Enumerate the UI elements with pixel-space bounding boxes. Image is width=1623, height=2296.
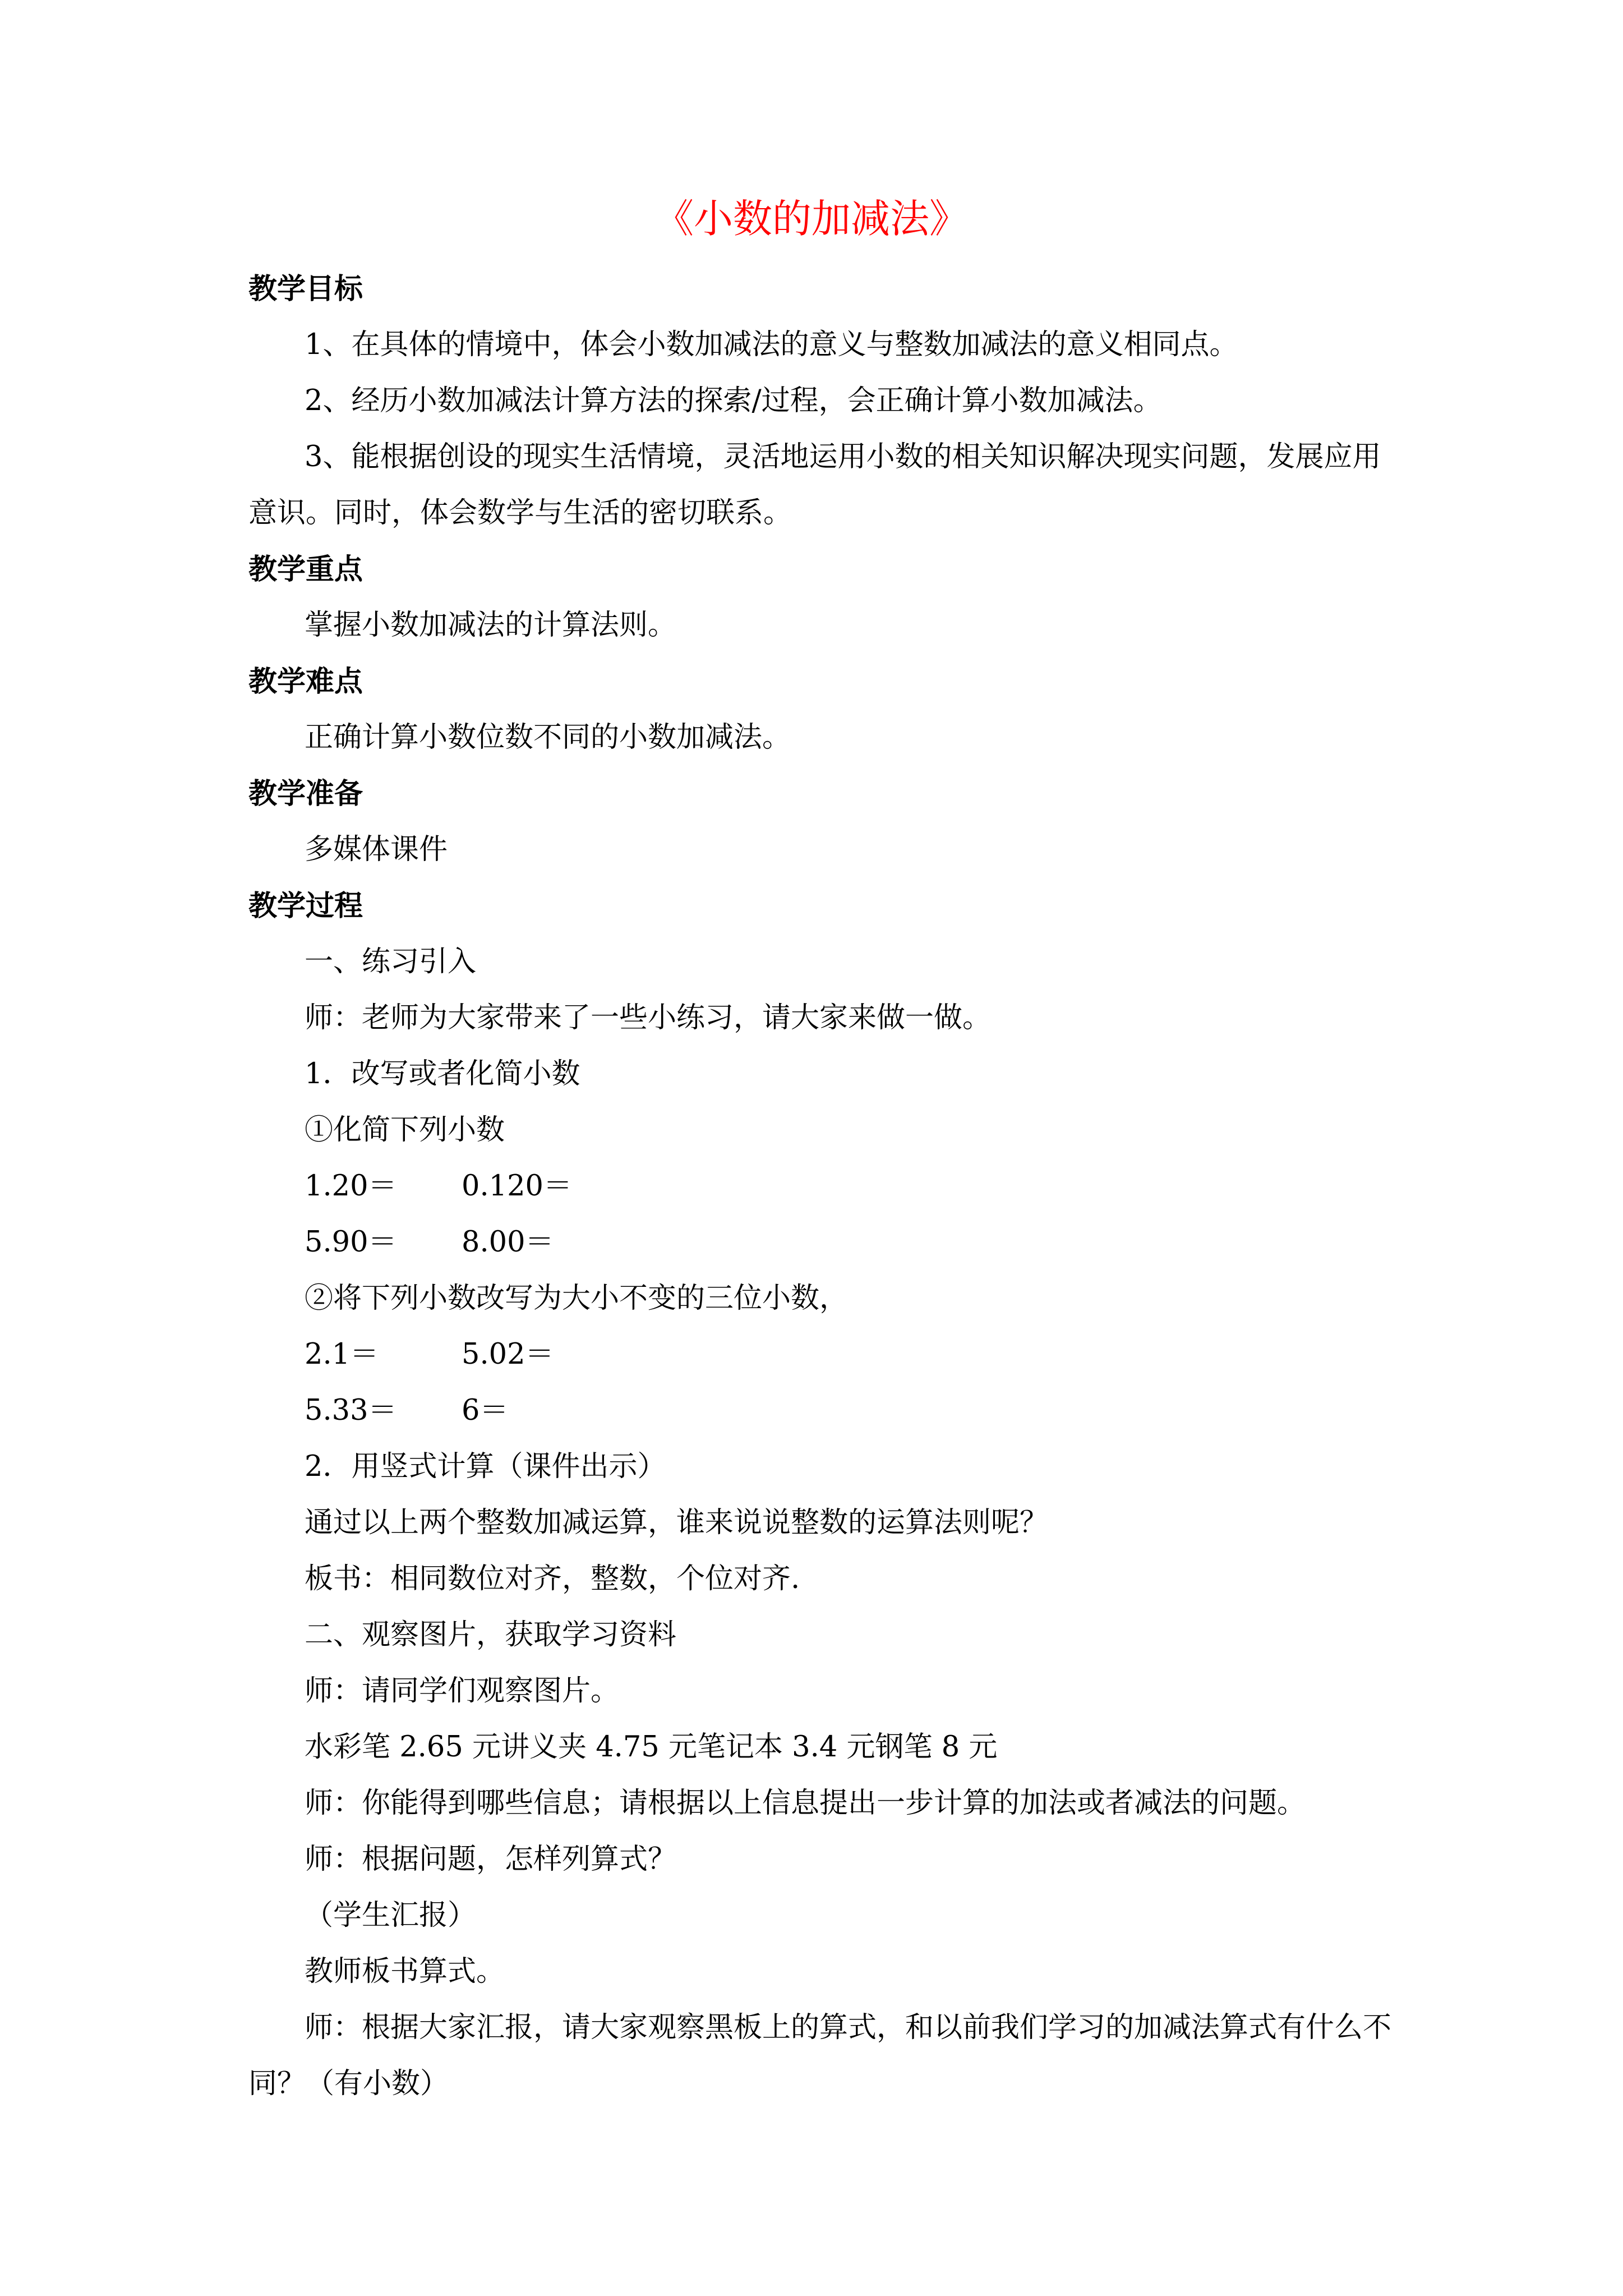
goal-item-3: 3、能根据创设的现实生活情境，灵活地运用小数的相关知识解决现实问题，发展应用 [305, 440, 1381, 473]
simplify-row [305, 1167, 572, 1206]
exercise-cell: 0.120＝ [462, 1170, 573, 1203]
preparation-text: 多媒体课件 [305, 833, 448, 866]
process-line: 师：请同学们观察图片。 [305, 1674, 620, 1708]
section-heading-difficulty: 教学难点 [248, 665, 363, 698]
goal-item-3-continued: 意识。同时，体会数学与生活的密切联系。 [248, 496, 792, 530]
price-list-line: 水彩笔 2.65 元讲义夹 4.75 元笔记本 3.4 元钢笔 8 元 [305, 1731, 998, 1764]
section-heading-process: 教学过程 [248, 889, 363, 923]
process-line: 一、练习引入 [305, 945, 477, 978]
goal-item-2: 2、经历小数加减法计算方法的探索/过程，会正确计算小数加减法。 [305, 384, 1162, 417]
simplify-row [305, 1223, 554, 1262]
exercise-cell: 2.1＝ [305, 1338, 379, 1371]
process-line: ①化简下列小数 [305, 1114, 505, 1147]
process-line: 通过以上两个整数加减运算，谁来说说整数的运算法则呢？ [305, 1506, 1049, 1539]
process-line: 师：根据大家汇报，请大家观察黑板上的算式，和以前我们学习的加减法算式有什么不 [305, 2011, 1392, 2044]
process-line: 板书：相同数位对齐，整数，个位对齐. [305, 1562, 800, 1595]
difficulty-text: 正确计算小数位数不同的小数加减法。 [305, 721, 791, 754]
rewrite-row [305, 1391, 508, 1430]
document-title: 《小数的加减法》 [654, 196, 969, 242]
exercise-cell: 5.90＝ [305, 1226, 397, 1259]
process-line: 2．用竖式计算（课件出示） [305, 1450, 666, 1483]
section-heading-preparation: 教学准备 [248, 777, 363, 811]
section-heading-goals: 教学目标 [248, 272, 363, 306]
goal-item-1: 1、在具体的情境中，体会小数加减法的意义与整数加减法的意义相同点。 [305, 328, 1238, 361]
section-heading-key-point: 教学重点 [248, 553, 363, 586]
exercise-cell: 5.33＝ [305, 1394, 397, 1427]
process-line: ②将下列小数改写为大小不变的三位小数， [305, 1282, 849, 1315]
exercise-cell: 1.20＝ [305, 1170, 397, 1203]
process-line: 教师板书算式。 [305, 1955, 505, 1988]
process-line: 师：根据问题，怎样列算式？ [305, 1843, 677, 1876]
key-point-text: 掌握小数加减法的计算法则。 [305, 609, 677, 642]
process-line: 1．改写或者化简小数 [305, 1057, 580, 1091]
process-line: 师：你能得到哪些信息；请根据以上信息提出一步计算的加法或者减法的问题。 [305, 1787, 1306, 1820]
process-line: 师：老师为大家带来了一些小练习，请大家来做一做。 [305, 1001, 992, 1034]
process-line-continued: 同？（有小数） [248, 2067, 449, 2100]
exercise-cell: 5.02＝ [462, 1338, 554, 1371]
process-line: 二、观察图片，获取学习资料 [305, 1618, 677, 1651]
rewrite-row [305, 1335, 554, 1374]
exercise-cell: 6＝ [462, 1394, 509, 1427]
process-line: （学生汇报） [305, 1899, 477, 1932]
exercise-cell: 8.00＝ [462, 1226, 554, 1259]
